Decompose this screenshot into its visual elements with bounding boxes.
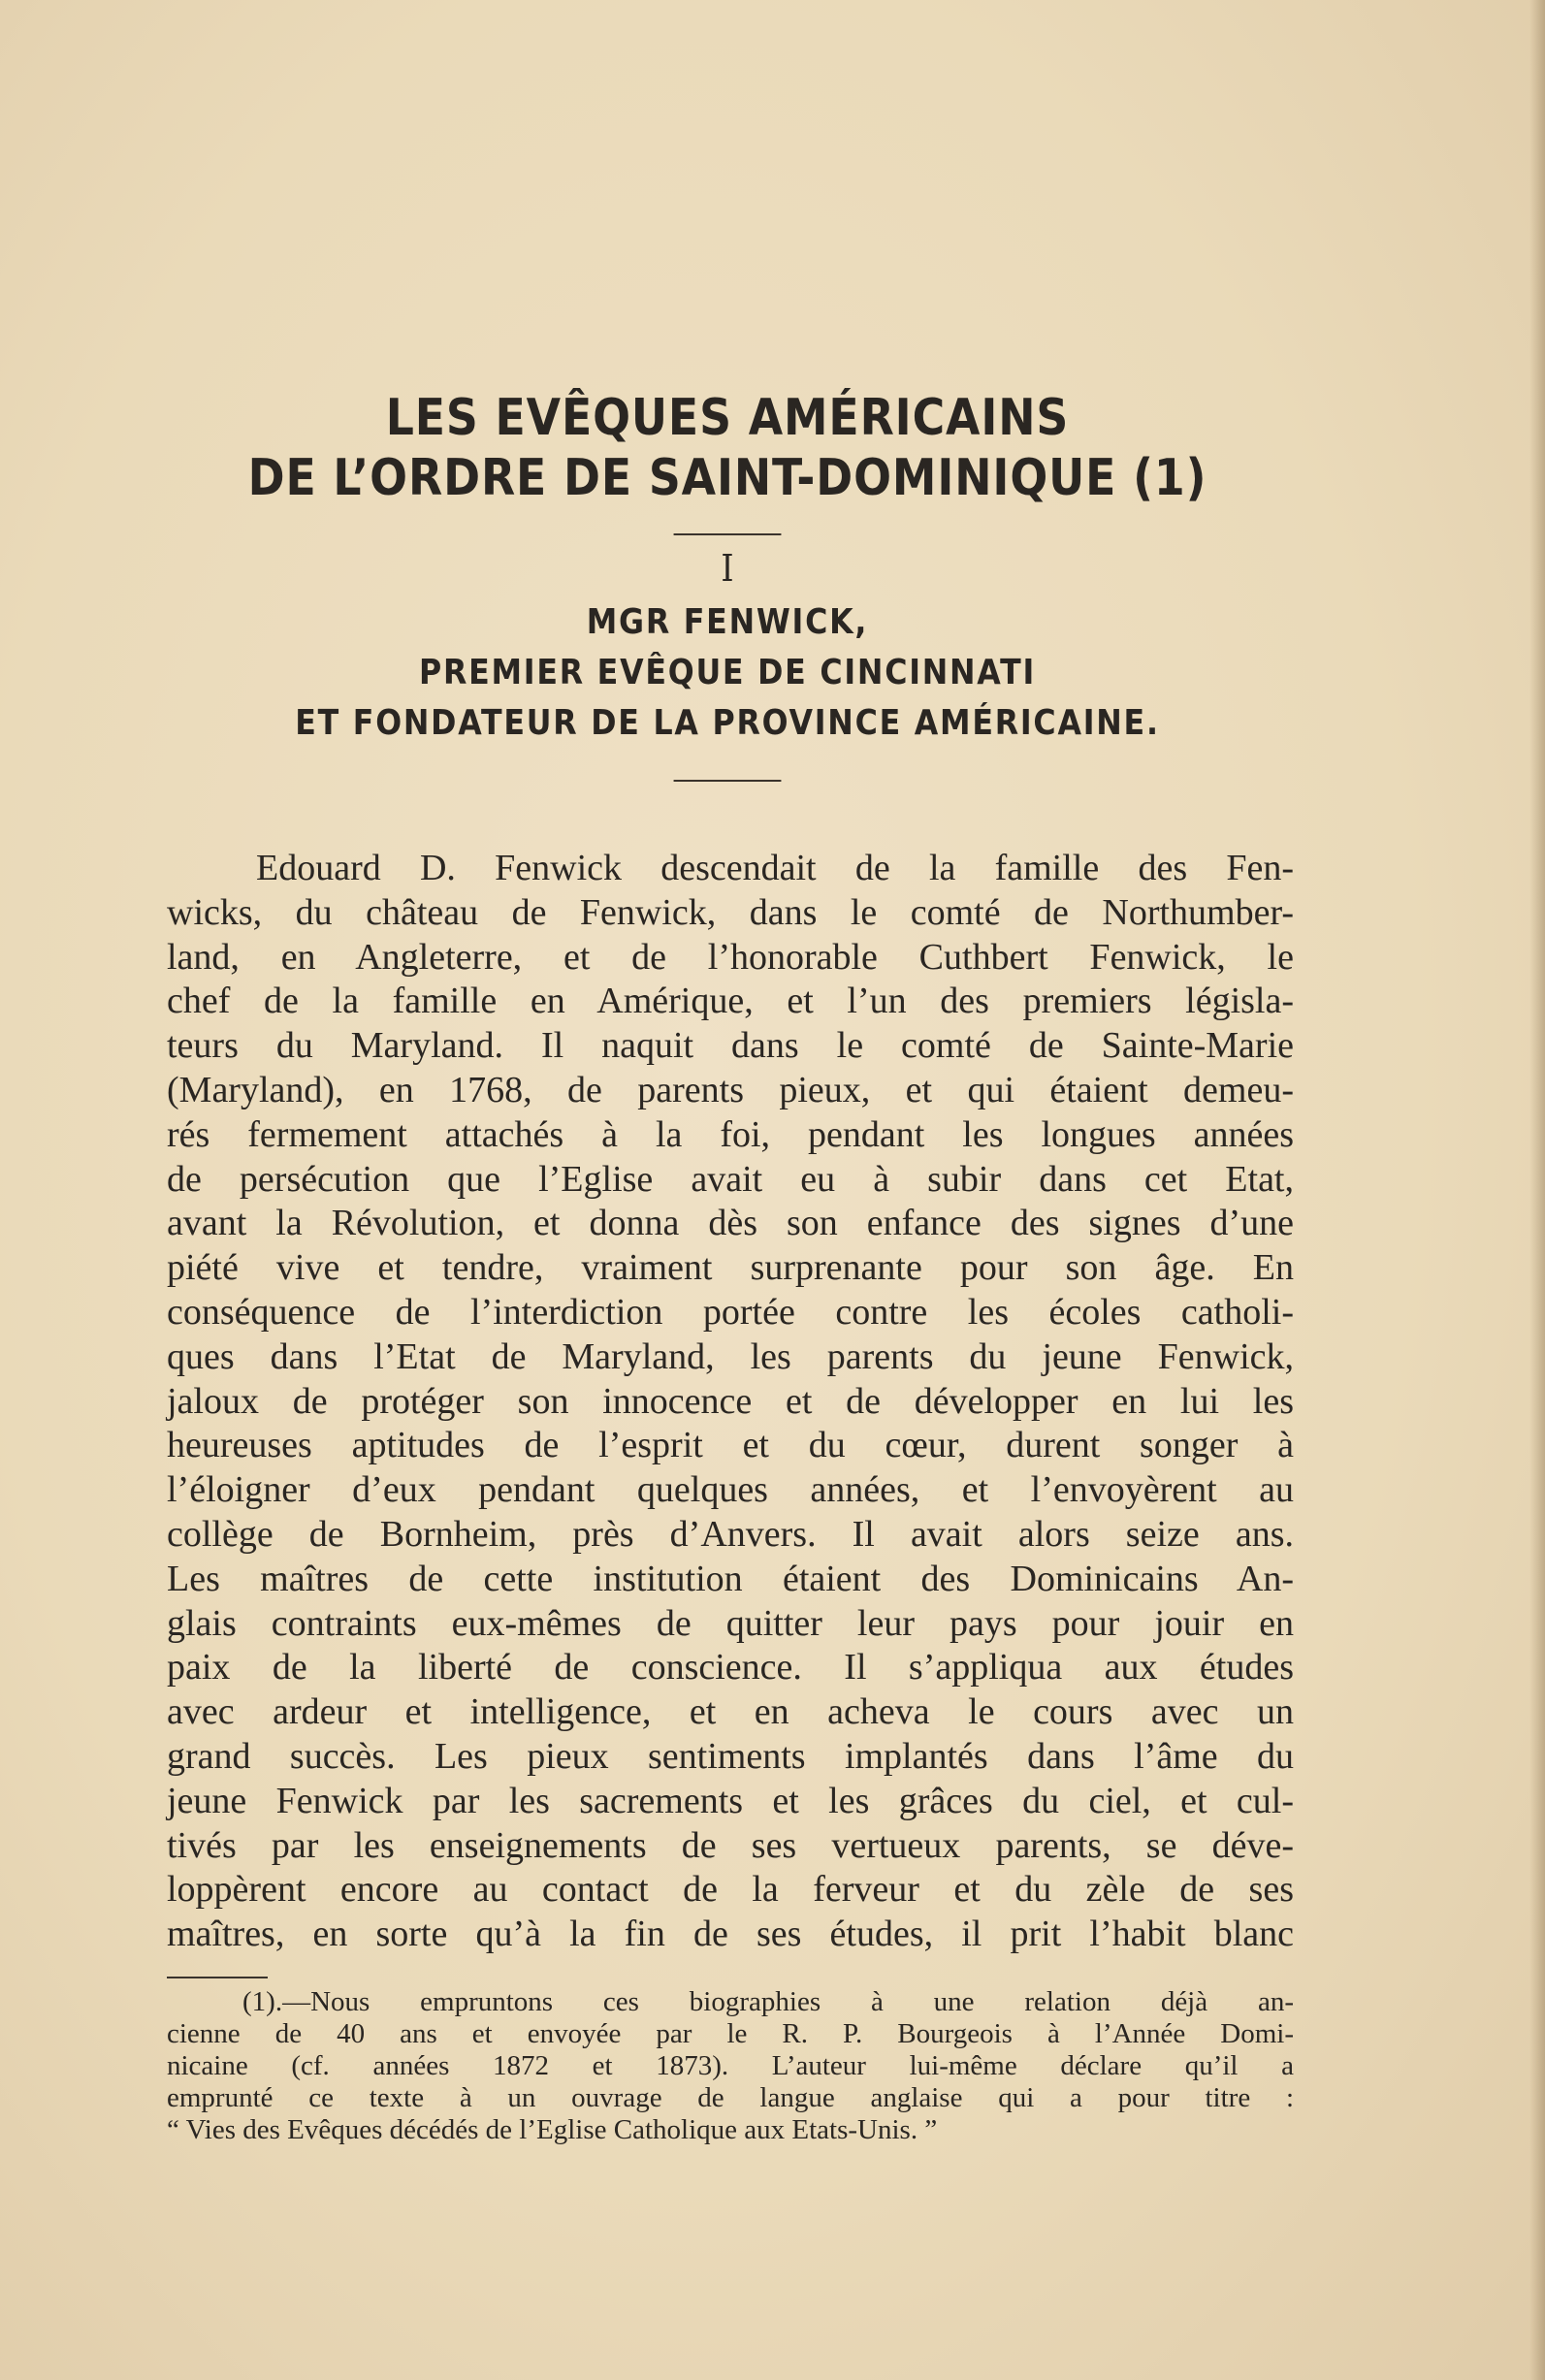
footnote-line: “ Vies des Evêques décédés de l’Eglise Catholique aux Etats-Unis. ” — [167, 2114, 938, 2145]
footnote-line: (1).—Nous empruntons ces biographies à une relation déjà an- — [242, 1986, 1294, 2017]
body-line: avant la Révolution, et donna dès son enfance des signes d’une — [167, 1203, 1294, 1244]
footnote-rule — [167, 1977, 268, 1978]
body-line: heureuses aptitudes de l’esprit et du cœur, durent songer à — [167, 1425, 1294, 1466]
title-line-1: LES EVÊQUES AMÉRICAINS — [385, 389, 1070, 447]
heading-block — [87, 388, 1368, 782]
body-line: de persécution que l’Eglise avait eu à subir dans cet Etat, — [167, 1158, 1294, 1200]
body-line: loppèrent encore au contact de la ferveur et du zèle de ses — [167, 1869, 1294, 1911]
body-line: grand succès. Les pieux sentiments implantés dans l’âme du — [167, 1735, 1294, 1777]
body-line: land, en Angleterre, et de l’honorable Cuthbert Fenwick, le — [167, 936, 1294, 978]
footnote — [167, 1986, 1294, 2146]
body-line: chef de la famille en Amérique, et l’un des premiers législa- — [167, 981, 1294, 1022]
body-line: avec ardeur et intelligence, et en acheva le cours avec un — [167, 1691, 1294, 1733]
body-line: jaloux de protéger son innocence et de développer en lui les — [167, 1380, 1294, 1422]
body-line: wicks, du château de Fenwick, dans le comté de Northumber- — [167, 891, 1294, 933]
body-line: conséquence de l’interdiction portée contre les écoles catholi- — [167, 1291, 1294, 1333]
subtitle-line-2: PREMIER EVÊQUE DE CINCINNATI — [418, 653, 1037, 692]
title-rule — [674, 533, 782, 535]
footnote-line: emprunté ce texte à un ouvrage de langue anglaise qui a pour titre : — [167, 2082, 1294, 2113]
page-edge-shadow — [1529, 0, 1545, 2380]
body-paragraph — [167, 847, 1294, 1957]
body-line: Edouard D. Fenwick descendait de la famille des Fen- — [256, 848, 1294, 888]
body-line: l’éloigner d’eux pendant quelques années, et l’envoyèrent au — [167, 1469, 1294, 1511]
footnote-line: cienne de 40 ans et envoyée par le R. P. Bourgeois à l’Année Domi- — [167, 2018, 1294, 2049]
body-line: teurs du Maryland. Il naquit dans le comté de Sainte-Marie — [167, 1025, 1294, 1067]
body-line: paix de la liberté de conscience. Il s’appliqua aux études — [167, 1647, 1294, 1689]
body-line: glais contraints eux-mêmes de quitter leur pays pour jouir en — [167, 1602, 1294, 1644]
subtitle-line-3: ET FONDATEUR DE LA PROVINCE AMÉRICAINE. — [295, 703, 1160, 743]
body-line: piété vive et tendre, vraiment surprenante pour son âge. En — [167, 1247, 1294, 1289]
subtitle-rule — [674, 780, 782, 782]
section-number: I — [721, 547, 734, 590]
body-line: tivés par les enseignements de ses vertueux parents, se déve- — [167, 1824, 1294, 1866]
body-line: maîtres, en sorte qu’à la fin de ses études, il prit l’habit blanc — [167, 1914, 1294, 1955]
body-line: jeune Fenwick par les sacrements et les grâces du ciel, et cul- — [167, 1780, 1294, 1821]
footnote-line: nicaine (cf. années 1872 et 1873). L’auteur lui-même déclare qu’il a — [167, 2050, 1294, 2081]
body-line: (Maryland), en 1768, de parents pieux, et qui étaient demeu- — [167, 1069, 1294, 1110]
body-line: Les maîtres de cette institution étaient des Dominicains An- — [167, 1558, 1294, 1599]
body-line: rés fermement attachés à la foi, pendant les longues années — [167, 1113, 1294, 1155]
body-line: ques dans l’Etat de Maryland, les parents du jeune Fenwick, — [167, 1335, 1294, 1377]
subtitle-line-1: MGR FENWICK, — [586, 602, 869, 642]
title-line-2: DE L’ORDRE DE SAINT-DOMINIQUE (1) — [247, 449, 1207, 507]
body-line: collège de Bornheim, près d’Anvers. Il avait alors seize ans. — [167, 1513, 1294, 1555]
